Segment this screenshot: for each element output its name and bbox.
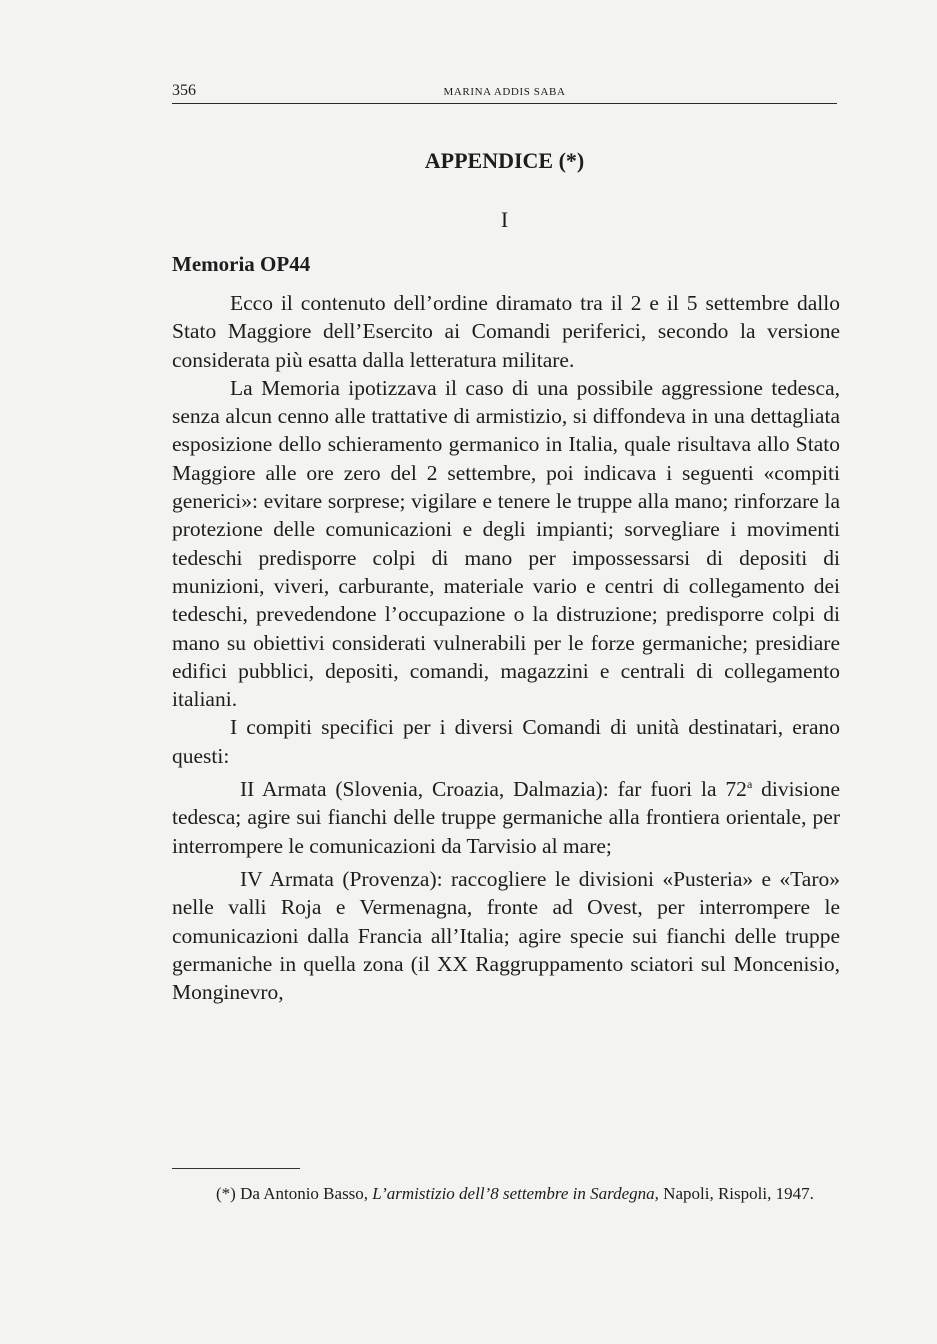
footnote-marker: (*) Da Antonio Basso, [216, 1184, 373, 1203]
paragraph-1: Ecco il contenuto dell’ordine diramato tra il 2 e il 5 settembre dallo Stato Maggiore dell’Esercito ai Comandi periferici, secondo la versione considerata più esatta dalla letteratura militare. [172, 291, 840, 372]
footnote-work-title: L’armistizio dell’8 settembre in Sardegna, [372, 1184, 659, 1203]
item-armata-ii-rest: divisione tedesca; agire sui fianchi delle truppe germaniche alla frontiera orientale, per interrompere le comunicazioni da Tarvisio al mare; [172, 777, 840, 858]
running-title: MARINA ADDIS SABA [443, 86, 566, 98]
footnote-publication: Napoli, Rispoli, 1947. [658, 1184, 814, 1203]
header-rule [172, 103, 837, 104]
item-armata-iv: IV Armata (Provenza): raccogliere le divisioni «Pusteria» e «Taro» nelle valli Roja e Vermenagna, fronte ad Ovest, per interrompere le comunicazioni dalla Francia all’Italia; agire specie sui fianchi delle truppe germaniche in quella zona (il XX Raggruppamento sciatori sul Moncenisio, Monginevro, [172, 866, 840, 1005]
item-armata-ii [172, 775, 840, 860]
paragraph-3: I compiti specifici per i diversi Comandi di unità destinatari, erano questi: [172, 715, 840, 768]
ordinal-superscript: a [746, 776, 753, 791]
section-number: I [500, 207, 509, 232]
item-armata-ii-lead: II Armata (Slovenia, Croazia, Dalmazia): far fuori la 72 [240, 777, 747, 802]
page-number: 356 [172, 82, 196, 99]
appendix-title: APPENDICE (*) [424, 148, 585, 173]
paragraph-2: La Memoria ipotizzava il caso di una possibile aggressione tedesca, senza alcun cenno alle trattative di armistizio, si diffondeva in una dettagliata esposizione dello schieramento germanico in Italia, quale risultava allo Stato Maggiore alle ore zero del 2 settembre, poi indicava i seguenti «compiti generici»: evitare sorprese; vigilare e tenere le truppe alla mano; rinforzare la protezione delle comunicazioni e degli impianti; sorvegliare i movimenti tedeschi predisporre colpi di mano per impossessarsi di depositi di munizioni, viveri, carburante, materiale vario e centri di collegamento dei tedeschi, prevedendone l’occupazione o la distruzione; predisporre colpi di mano su obiettivi considerati vulnerabili per le forze germaniche; presidiare edifici pubblici, depositi, comandi, magazzini e centrali di collegamento italiani. [172, 375, 840, 712]
footnote-rule [172, 1168, 300, 1169]
body-text [172, 289, 840, 1006]
footnote [172, 1181, 837, 1207]
section-heading: Memoria OP44 [172, 252, 311, 276]
